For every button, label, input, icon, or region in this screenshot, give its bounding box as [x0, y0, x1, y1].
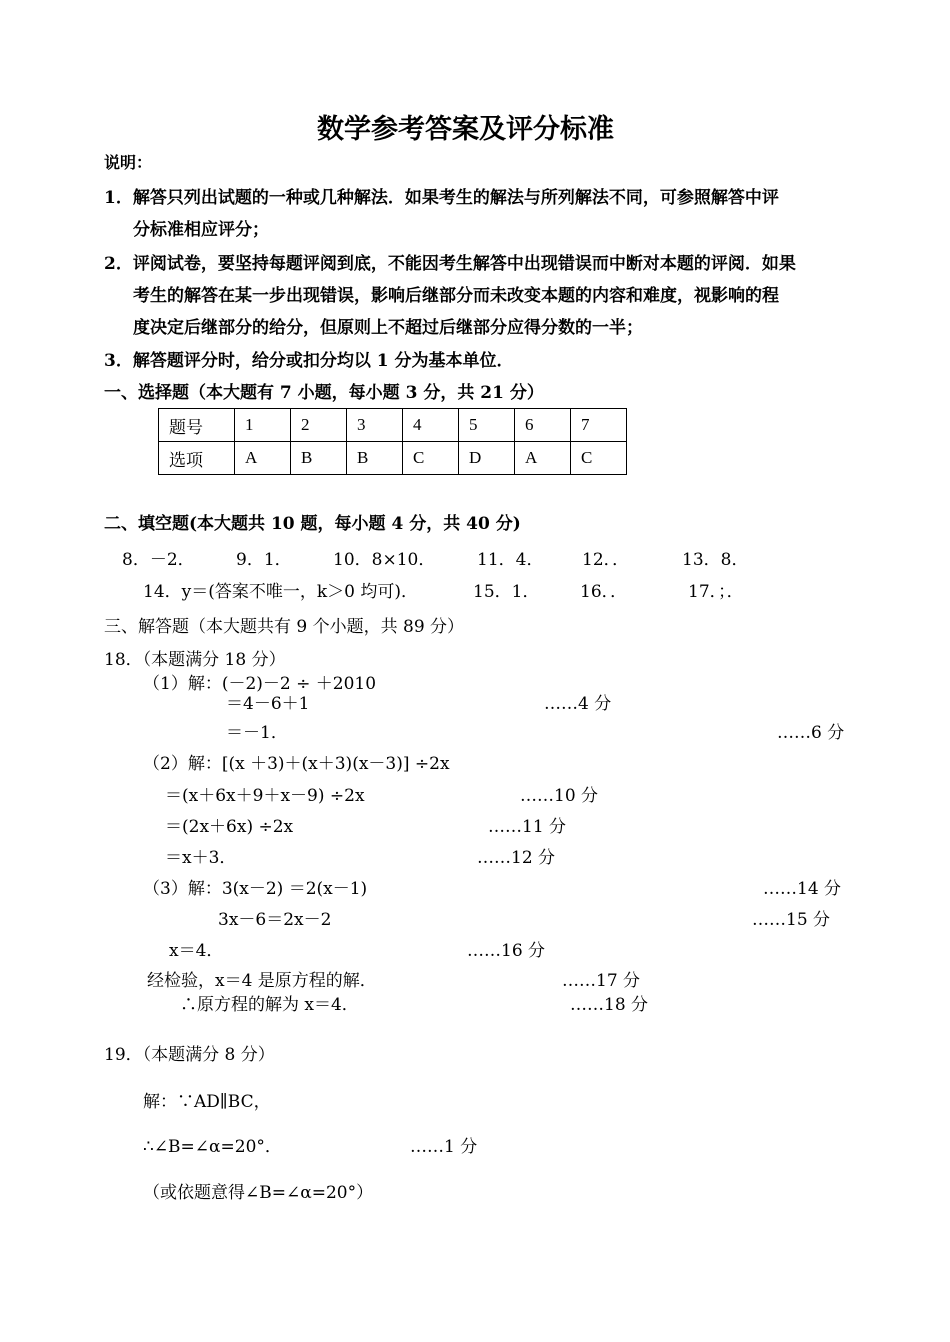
page-title: 数学参考答案及评分标准 [317, 114, 614, 145]
q18-part3-score4: ……17 分 [562, 971, 641, 991]
table-cell: A [235, 442, 291, 475]
answer-8: 8．－2． [122, 550, 195, 570]
q18-heading: 18．（本题满分 18 分） [104, 650, 286, 670]
q18-part2-score3: ……11 分 [488, 817, 567, 837]
table-cell: 5 [459, 409, 515, 442]
table-cell: 2 [291, 409, 347, 442]
section-2-heading: 二、填空题(本大题共 10 题，每小题 4 分，共 40 分) [104, 514, 521, 534]
answer-14: 14．y＝(答案不唯一，k＞0 均可)． [143, 582, 419, 602]
answer-9: 9．1． [236, 550, 292, 570]
answer-table [158, 408, 627, 475]
table-cell: C [571, 442, 627, 475]
answer-12: 12．． [582, 550, 630, 570]
answer-16: 16．． [580, 582, 628, 602]
q18-part1-score2: ……4 分 [544, 694, 612, 714]
answer-11: 11．4． [477, 550, 544, 570]
table-cell: 题号 [159, 409, 235, 442]
q18-part1-line3: ＝－1． [226, 723, 288, 743]
q18-part3-line1: （3）解：3(x－2) ＝2(x－1) [143, 879, 368, 899]
q18-part2-score2: ……10 分 [520, 786, 599, 806]
table-cell: D [459, 442, 515, 475]
table-cell: 3 [347, 409, 403, 442]
q18-part3-score3: ……16 分 [467, 941, 546, 961]
table-cell: B [291, 442, 347, 475]
intro-item-1-line-2: 分标准相应评分； [133, 220, 269, 240]
table-cell: 选项 [159, 442, 235, 475]
q18-part3-line2: 3x－6＝2x－2 [218, 910, 332, 930]
q19-line3: （或依题意得∠B=∠α=20°） [143, 1183, 374, 1203]
table-cell: 1 [235, 409, 291, 442]
q18-part3-score2: ……15 分 [752, 910, 831, 930]
q18-part3-score5: ……18 分 [570, 995, 649, 1015]
q18-part2-line3: ＝(2x＋6x) ÷2x [165, 817, 294, 837]
answer-10: 10．8×10． [333, 550, 436, 570]
intro-item-3: 3．解答题评分时，给分或扣分均以 1 分为基本单位． [104, 351, 514, 371]
q18-part3-score1: ……14 分 [763, 879, 842, 899]
table-cell: A [515, 442, 571, 475]
intro-label: 说明： [104, 153, 153, 172]
table-row [159, 442, 627, 475]
answer-13: 13．8． [682, 550, 749, 570]
answer-15: 15．1． [473, 582, 540, 602]
table-cell: B [347, 442, 403, 475]
intro-item-2-line-1: 2．评阅试卷，要坚持每题评阅到底，不能因考生解答中出现错误而中断对本题的评阅．如果 [104, 254, 796, 274]
q18-part3-line3: x＝4． [169, 941, 224, 961]
q18-part3-line5: ∴原方程的解为 x＝4． [180, 995, 359, 1015]
q18-part2-line4: ＝x＋3． [165, 848, 237, 868]
q19-line2: ∴∠B=∠α=20°． [143, 1137, 282, 1157]
q19-heading: 19．（本题满分 8 分） [104, 1045, 275, 1065]
table-cell: 6 [515, 409, 571, 442]
table-cell: 7 [571, 409, 627, 442]
q19-line1: 解：∵AD∥BC， [143, 1092, 271, 1112]
intro-item-1-line-1: 1．解答只列出试题的一种或几种解法．如果考生的解法与所列解法不同，可参照解答中评 [104, 188, 779, 208]
q18-part2-score4: ……12 分 [477, 848, 556, 868]
section-3-heading: 三、解答题（本大题共有 9 个小题，共 89 分） [104, 617, 465, 637]
table-cell: 4 [403, 409, 459, 442]
q18-part2-line2: ＝(x＋6x＋9＋x－9) ÷2x [165, 786, 365, 806]
intro-item-2-line-3: 度决定后继部分的给分，但原则上不超过后继部分应得分数的一半； [133, 318, 643, 338]
q19-score2: ……1 分 [410, 1137, 478, 1157]
intro-item-2-line-2: 考生的解答在某一步出现错误，影响后继部分而未改变本题的内容和难度，视影响的程 [133, 286, 779, 306]
q18-part1-line1: （1）解：(－2)－2 ÷ ＋2010 [143, 674, 377, 694]
q18-part1-line2: ＝4－6＋1 [226, 694, 310, 714]
q18-part1-score3: ……6 分 [777, 723, 845, 743]
table-cell: C [403, 442, 459, 475]
q18-part3-line4: 经检验，x＝4 是原方程的解． [147, 971, 377, 991]
q18-part2-line1: （2）解：[(x ＋3)＋(x＋3)(x－3)] ÷2x [143, 754, 450, 774]
answer-17: 17．；． [688, 582, 744, 602]
section-1-heading: 一、选择题（本大题有 7 小题，每小题 3 分，共 21 分） [104, 383, 544, 403]
table-row [159, 409, 627, 442]
